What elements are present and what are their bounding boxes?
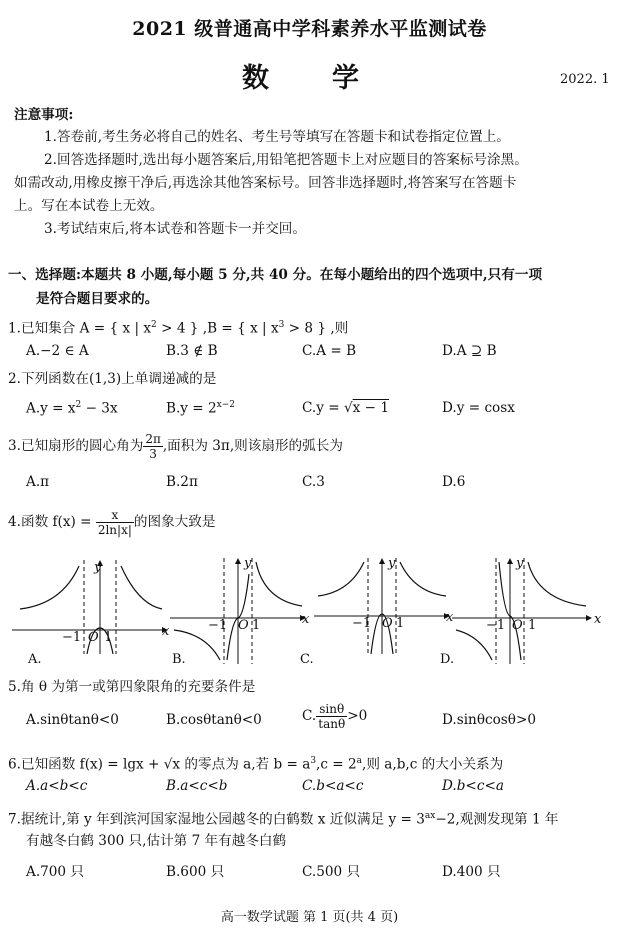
graph-c — [314, 554, 454, 654]
q7-option-c: C.500 只 — [302, 864, 361, 880]
notice-item-2-cont: 如需改动,用橡皮擦干净后,再选涂其他答案标号。回答非选择题时,将答案写在答题卡 — [14, 175, 517, 191]
graph-c-origin: O — [382, 616, 393, 631]
graph-c-tick-neg: −1 — [352, 616, 372, 631]
question-7-stem: 7.据统计,第 y 年到滨河国家湿地公园越冬的白鹤数 x 近似满足 $y = 3^{ax}-2$,观测发现第 1 年 — [8, 811, 559, 828]
graph-a-ylabel: y — [94, 560, 102, 575]
graph-b-ylabel: y — [244, 556, 252, 571]
graph-d-origin: O — [512, 618, 523, 633]
graph-a-label: A. — [28, 652, 42, 667]
q1-option-a: A.−2 ∈ A — [26, 343, 89, 359]
exam-date: 2022. 1 — [560, 72, 610, 87]
graph-a-origin: O — [88, 630, 99, 645]
graph-b-xlabel: x — [302, 612, 310, 627]
q5-option-d: D.sinθcosθ>0 — [442, 712, 536, 728]
graph-d-ylabel: y — [516, 556, 524, 571]
q7-option-a: A.700 只 — [26, 864, 84, 880]
graph-b-label: B. — [172, 652, 186, 667]
section-heading-cont: 是符合题目要求的。 — [36, 291, 159, 307]
q2-option-c: C.y = √x − 1 — [302, 400, 389, 416]
graph-b — [170, 554, 310, 664]
page-footer: 高一数学试题 第 1 页(共 4 页) — [220, 910, 399, 925]
q6-option-d: D.b<c<a — [442, 778, 504, 794]
subject-title: 数 学 — [242, 63, 377, 94]
question-6-stem: 6.已知函数 f(x) = lgx + √x 的零点为 a,若 $b = a^3,c = 2^a$,则 a,b,c 的大小关系为 — [8, 756, 504, 773]
question-1-stem: 1.已知集合 A = { x | $x^2 > 4$ } ,B = { x | $x^3 > 8$ } ,则 — [8, 320, 349, 337]
question-7-stem-cont: 有越冬白鹤 300 只,估计第 7 年有越冬白鹤 — [26, 833, 287, 849]
graph-b-origin: O — [238, 618, 249, 633]
graph-c-xlabel: x — [446, 610, 454, 625]
q7-option-b: B.600 只 — [166, 864, 225, 880]
q3-option-d: D.6 — [442, 474, 466, 490]
notice-item-3: 3.考试结束后,将本试卷和答题卡一并交回。 — [44, 221, 306, 237]
q7-option-d: D.400 只 — [442, 864, 501, 880]
graph-d — [452, 554, 602, 664]
graph-c-tick-pos: 1 — [396, 616, 405, 631]
section-heading: 一、选择题:本题共 8 小题,每小题 5 分,共 40 分。在每小题给出的四个选项中,只有一项 — [8, 267, 543, 283]
graph-d-tick-pos: 1 — [528, 618, 537, 633]
question-5-stem: 5.角 θ 为第一或第四象限角的充要条件是 — [8, 679, 256, 695]
graph-b-tick-neg: −1 — [208, 618, 228, 633]
question-2-stem: 2.下列函数在(1,3)上单调递减的是 — [8, 371, 217, 387]
q2-option-b: $B.y = 2^{x-2}$ — [166, 400, 236, 417]
q3-option-b: B.2π — [166, 474, 198, 490]
question-3-stem: 3.已知扇形的圆心角为 $\frac{2\pi}{3}$ ,面积为 3π,则该扇形的弧长为 — [8, 432, 343, 461]
q1-option-d: D.A ⊇ B — [442, 343, 497, 359]
notice-item-2-end: 上。写在本试卷上无效。 — [14, 198, 164, 214]
question-4-stem: 4.函数 f(x) = $\frac{x}{2\ln|x|}$ 的图象大致是 — [8, 508, 216, 537]
notice-item-1: 1.答卷前,考生务必将自己的姓名、考生号等填写在答题卡和试卷指定位置上。 — [44, 129, 510, 145]
q5-option-a: A.sinθtanθ<0 — [26, 712, 119, 728]
q3-fraction: $\frac{2\pi}{3}$ — [145, 432, 161, 461]
graph-d-tick-neg: −1 — [486, 618, 506, 633]
q3-option-a: A.π — [26, 474, 50, 490]
graph-d-xlabel: x — [594, 612, 602, 627]
notice-heading: 注意事项: — [14, 107, 74, 123]
graph-a-xlabel: x — [162, 624, 170, 639]
q6-option-a: A.a<b<c — [26, 778, 88, 794]
q5-option-c: C. $\frac{\sin\theta}{\tan\theta}$ >0 — [302, 702, 368, 731]
exam-title: 2021 级普通高中学科素养水平监测试卷 — [132, 18, 487, 40]
graph-c-label: C. — [300, 652, 314, 667]
q1-option-b: B.3 ∉ B — [166, 343, 218, 359]
q4-fraction: $\frac{x}{2\ln|x|}$ — [97, 508, 132, 537]
q6-option-b: B.a<c<b — [166, 778, 228, 794]
graph-d-label: D. — [440, 652, 455, 667]
q1-option-c: C.A = B — [302, 343, 357, 359]
notice-item-2: 2.回答选择题时,选出每小题答案后,用铅笔把答题卡上对应题目的答案标号涂黑。 — [44, 152, 528, 168]
graph-b-tick-pos: 1 — [252, 618, 261, 633]
q5-option-b: B.cosθtanθ<0 — [166, 712, 262, 728]
q6-option-c: C.b<a<c — [302, 778, 364, 794]
graph-a-tick-pos: 1 — [104, 630, 113, 645]
q3-option-c: C.3 — [302, 474, 325, 490]
graph-c-ylabel: y — [388, 556, 396, 571]
q2-option-a: $A.y = x^2 - 3x$ — [26, 400, 118, 417]
graph-a-tick-neg: −1 — [62, 630, 82, 645]
q2-option-d: D.y = cosx — [442, 400, 515, 416]
